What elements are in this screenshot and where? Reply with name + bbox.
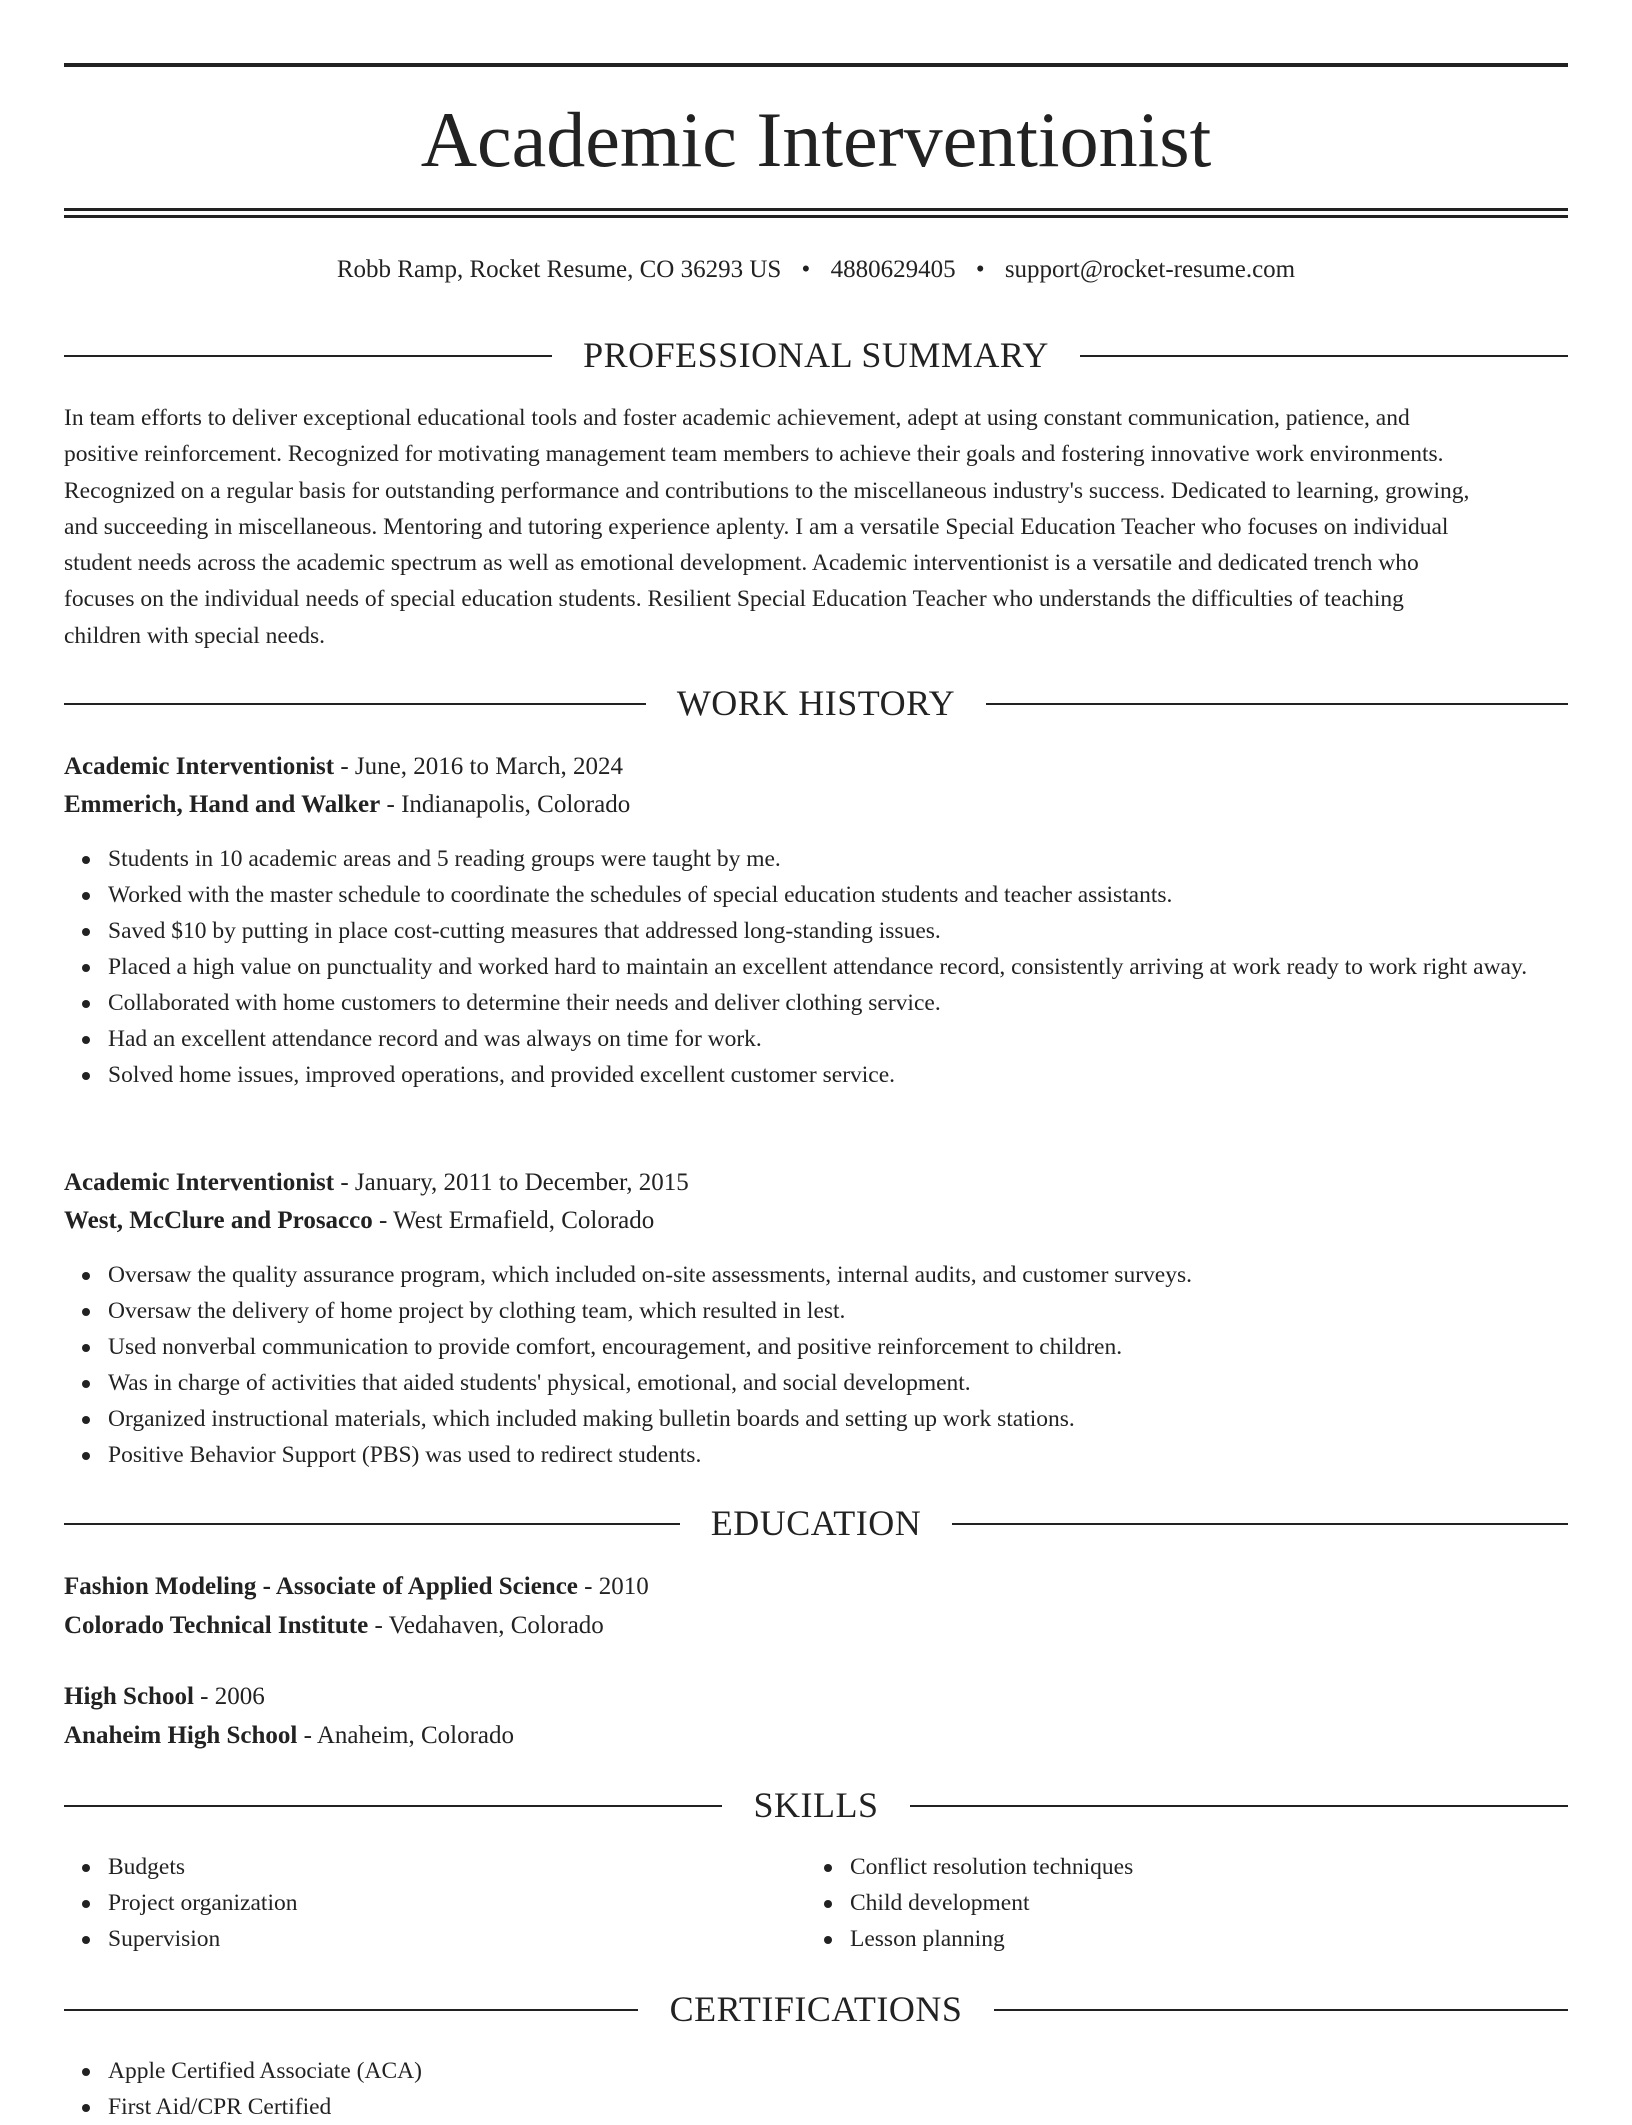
- list-item: Apple Certified Associate (ACA): [108, 2053, 1612, 2089]
- summary-line: In team efforts to deliver exceptional educational tools and foster academic achievement, adept at using constant communication, patience, and: [64, 405, 1410, 431]
- job-title: Academic Interventionist: [64, 1169, 335, 1196]
- header-top-rule: [64, 63, 1568, 67]
- list-item: Positive Behavior Support (PBS) was used to redirect students.: [108, 1437, 1612, 1473]
- dash: -: [372, 1207, 394, 1234]
- summary-line: and succeeding in miscellaneous. Mentoring and tutoring experience aplenty. I am a versatile Special Education Teacher who focuses on individual: [64, 513, 1449, 540]
- page-title: Academic Interventionist: [420, 96, 1212, 183]
- certifications-list: [64, 2053, 1612, 2125]
- list-item: First Aid/CPR Certified: [108, 2089, 1612, 2125]
- education-school: Anaheim High School: [64, 1722, 298, 1749]
- dash: -: [334, 1169, 355, 1196]
- job-company-line: [64, 1202, 1568, 1240]
- list-item: Placed a high value on punctuality and worked hard to maintain an excellent attendance record, consistently arriving at work ready to work right away.: [108, 949, 1612, 985]
- education-year: 2006: [214, 1683, 265, 1710]
- list-item: Solved home issues, improved operations, and provided excellent customer service.: [108, 1057, 1612, 1093]
- list-item: Collaborated with home customers to determine their needs and deliver clothing service.: [108, 985, 1612, 1021]
- job-dates: June, 2016 to March, 2024: [354, 753, 623, 780]
- list-item: Oversaw the delivery of home project by clothing team, which resulted in lest.: [108, 1293, 1612, 1329]
- job-bullets: [64, 841, 1612, 1093]
- dash: -: [297, 1722, 317, 1749]
- contact-line: [64, 252, 1568, 288]
- education-degree: High School: [64, 1683, 194, 1710]
- dash: -: [577, 1573, 599, 1600]
- dash: -: [334, 753, 355, 780]
- section-heading-certifications: [64, 1987, 1568, 2031]
- job-company: West, McClure and Prosacco: [64, 1207, 373, 1234]
- list-item: Project organization: [108, 1885, 1612, 1921]
- summary-line: focuses on the individual needs of special education students. Resilient Special Education Teacher who understands the difficulties of teaching: [64, 586, 1404, 613]
- job-location: Indianapolis, Colorado: [401, 791, 631, 818]
- list-item: Conflict resolution techniques: [850, 1849, 1632, 1885]
- education-school: Colorado Technical Institute: [64, 1612, 369, 1639]
- list-item: Oversaw the quality assurance program, which included on-site assessments, internal audits, and customer surveys.: [108, 1257, 1612, 1293]
- contact-separator: •: [975, 256, 985, 283]
- job-dates: January, 2011 to December, 2015: [354, 1169, 689, 1196]
- list-item: Child development: [850, 1885, 1632, 1921]
- education-location: Vedahaven, Colorado: [388, 1612, 604, 1639]
- section-heading-education: [64, 1501, 1568, 1545]
- section-heading-summary: [64, 333, 1568, 377]
- section-title: SKILLS: [753, 1785, 879, 1825]
- education-location: Anaheim, Colorado: [316, 1722, 515, 1749]
- list-item: Supervision: [108, 1921, 1612, 1957]
- summary-line: positive reinforcement. Recognized for motivating management team members to achieve their goals and fostering innovative work environments.: [64, 441, 1444, 468]
- list-item: Lesson planning: [850, 1921, 1632, 1957]
- list-item: Students in 10 academic areas and 5 reading groups were taught by me.: [108, 841, 1612, 877]
- education-degree-line: [64, 1568, 1568, 1606]
- section-title: CERTIFICATIONS: [669, 1989, 963, 2029]
- job-company: Emmerich, Hand and Walker: [64, 791, 381, 818]
- section-title: EDUCATION: [710, 1503, 922, 1543]
- education-school-line: [64, 1607, 1568, 1645]
- job-title: Academic Interventionist: [64, 753, 335, 780]
- job-bullets: [64, 1257, 1612, 1473]
- summary-line: Recognized on a regular basis for outstanding performance and contributions to the miscellaneous industry's success. Dedicated to learning, growing,: [64, 477, 1470, 504]
- job-title-line: [64, 1164, 1568, 1202]
- list-item: Budgets: [108, 1849, 1612, 1885]
- header-bottom-rule: [64, 208, 1568, 211]
- list-item: Was in charge of activities that aided students' physical, emotional, and social development.: [108, 1365, 1612, 1401]
- list-item: Had an excellent attendance record and was always on time for work.: [108, 1021, 1612, 1057]
- section-title: PROFESSIONAL SUMMARY: [583, 335, 1049, 375]
- dash: -: [380, 791, 402, 818]
- education-year: 2010: [598, 1573, 649, 1600]
- list-item: Organized instructional materials, which included making bulletin boards and setting up work stations.: [108, 1401, 1612, 1437]
- contact-phone: 4880629405: [830, 256, 956, 283]
- list-item: Used nonverbal communication to provide comfort, encouragement, and positive reinforcement to children.: [108, 1329, 1612, 1365]
- job-location: West Ermafield, Colorado: [393, 1207, 655, 1234]
- summary-text: [64, 400, 1568, 654]
- education-degree: Fashion Modeling - Associate of Applied Science: [64, 1573, 578, 1600]
- contact-email: support@rocket-resume.com: [1004, 256, 1296, 283]
- job-company-line: [64, 786, 1568, 824]
- education-degree-line: [64, 1678, 1568, 1716]
- contact-address: Robb Ramp, Rocket Resume, CO 36293 US: [336, 256, 782, 283]
- section-heading-work: [64, 681, 1568, 725]
- dash: -: [193, 1683, 215, 1710]
- section-heading-skills: [64, 1783, 1568, 1827]
- skills-list-right: [806, 1849, 1632, 1957]
- section-title: WORK HISTORY: [676, 683, 956, 723]
- dash: -: [368, 1612, 389, 1639]
- list-item: Saved $10 by putting in place cost-cutting measures that addressed long-standing issues.: [108, 913, 1612, 949]
- education-school-line: [64, 1717, 1568, 1755]
- list-item: Worked with the master schedule to coordinate the schedules of special education students and teacher assistants.: [108, 877, 1612, 913]
- job-title-line: [64, 748, 1568, 786]
- header-bottom-rule-2: [64, 215, 1568, 218]
- summary-line: student needs across the academic spectrum as well as emotional development. Academic interventionist is a versatile and dedicated trench who: [64, 550, 1419, 577]
- contact-separator: •: [801, 256, 811, 283]
- summary-line: children with special needs.: [64, 622, 326, 649]
